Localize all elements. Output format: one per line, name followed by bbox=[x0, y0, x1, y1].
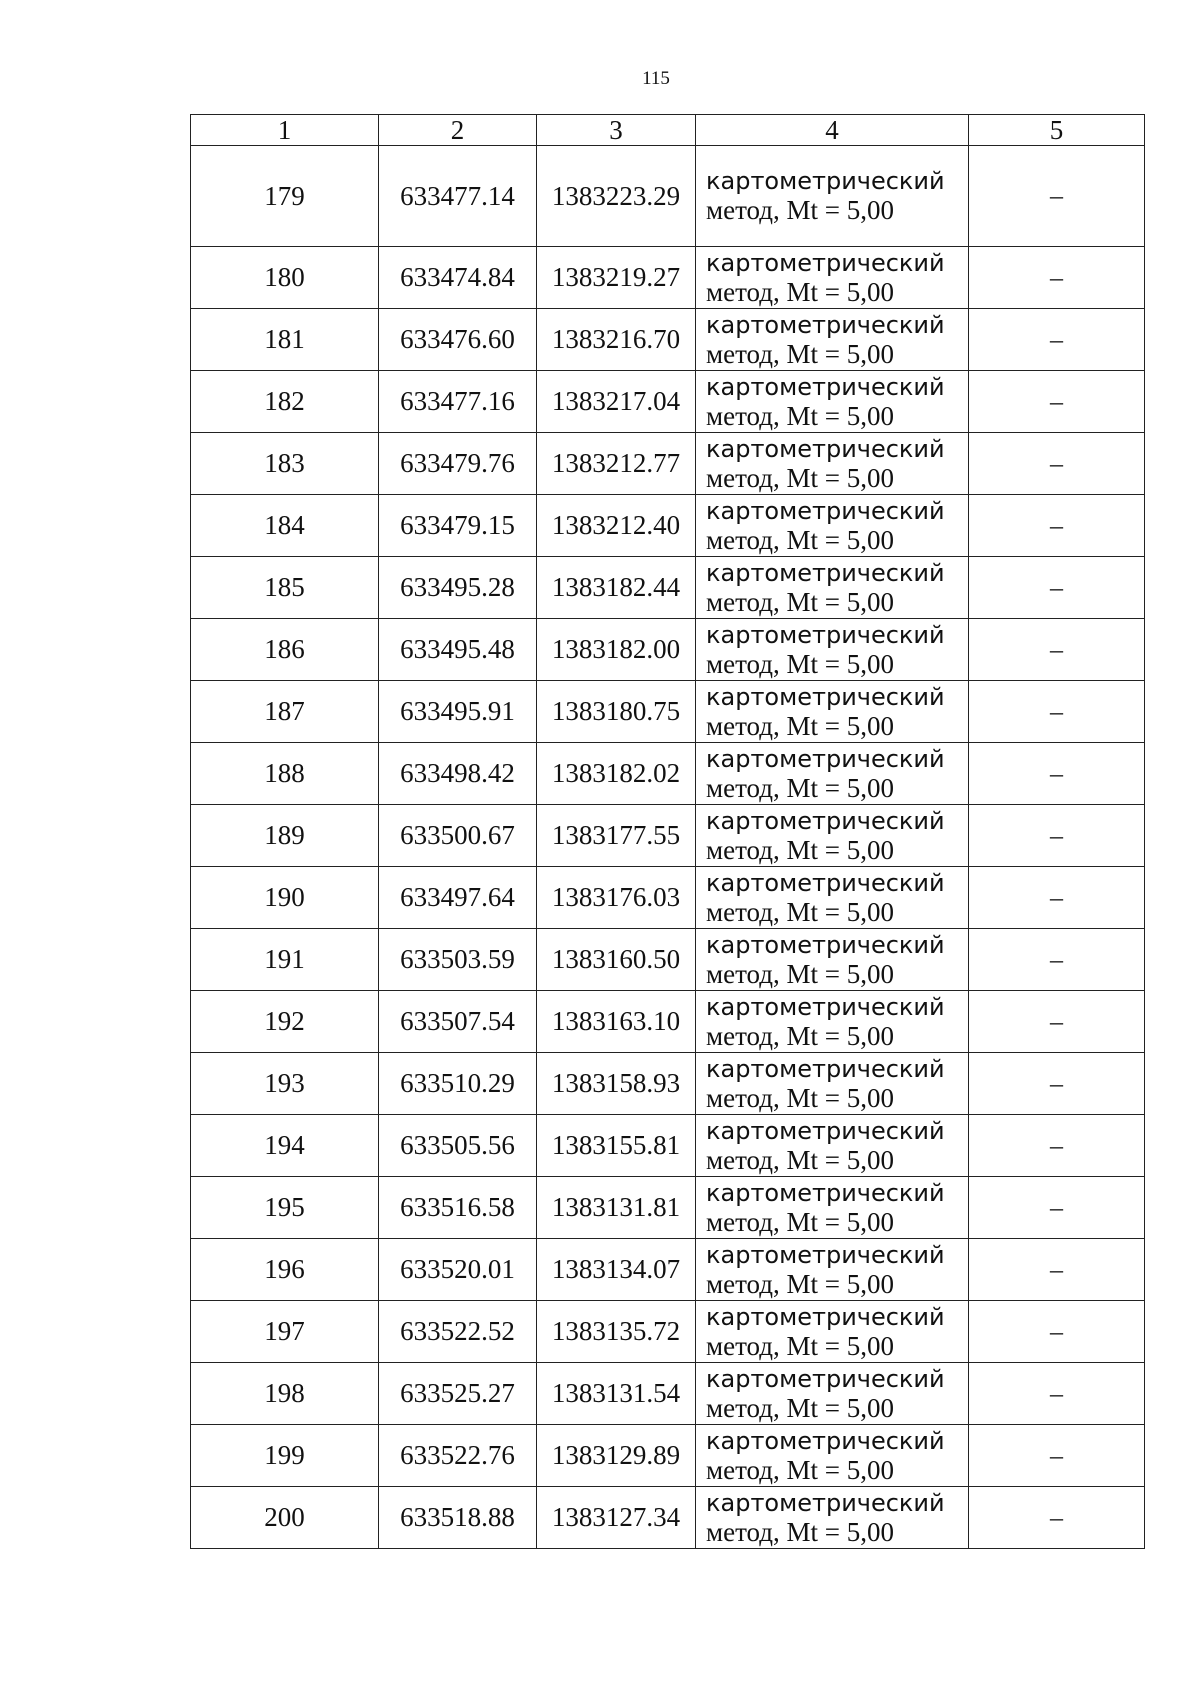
y-coordinate-cell: 1383219.27 bbox=[537, 247, 696, 309]
x-coordinate-cell: 633479.15 bbox=[379, 495, 537, 557]
method-text: картометрический bbox=[706, 930, 945, 959]
y-coordinate-cell: 1383127.34 bbox=[537, 1487, 696, 1549]
note-cell: – bbox=[969, 1053, 1145, 1115]
table-row bbox=[191, 247, 1145, 309]
y-coordinate-cell: 1383160.50 bbox=[537, 929, 696, 991]
table-row bbox=[191, 867, 1145, 929]
note-cell: – bbox=[969, 1301, 1145, 1363]
table-row bbox=[191, 1363, 1145, 1425]
x-coordinate-cell: 633498.42 bbox=[379, 743, 537, 805]
y-coordinate-cell: 1383163.10 bbox=[537, 991, 696, 1053]
point-number-cell: 197 bbox=[191, 1301, 379, 1363]
x-coordinate-cell: 633522.52 bbox=[379, 1301, 537, 1363]
x-coordinate-cell: 633520.01 bbox=[379, 1239, 537, 1301]
y-coordinate-cell: 1383182.00 bbox=[537, 619, 696, 681]
page-number: 115 bbox=[642, 68, 670, 89]
table-row bbox=[191, 309, 1145, 371]
table-row bbox=[191, 1425, 1145, 1487]
point-number-cell: 193 bbox=[191, 1053, 379, 1115]
method-text: картометрический bbox=[706, 682, 945, 711]
method-text: картометрический bbox=[706, 1488, 945, 1517]
table-row bbox=[191, 433, 1145, 495]
coordinates-table bbox=[190, 114, 1145, 1549]
table-row bbox=[191, 619, 1145, 681]
method-text: картометрический bbox=[706, 167, 945, 195]
y-coordinate-cell: 1383182.44 bbox=[537, 557, 696, 619]
point-number-cell: 199 bbox=[191, 1425, 379, 1487]
table-body bbox=[191, 146, 1145, 1549]
note-cell: – bbox=[969, 867, 1145, 929]
method-cell bbox=[696, 991, 969, 1053]
accuracy-text: метод, Mt = 5,00 bbox=[706, 1516, 894, 1547]
method-text: картометрический bbox=[706, 1302, 945, 1331]
accuracy-text: метод, Mt = 5,00 bbox=[706, 648, 894, 679]
point-number-cell: 192 bbox=[191, 991, 379, 1053]
method-cell bbox=[696, 371, 969, 433]
table-row bbox=[191, 1177, 1145, 1239]
point-number-cell: 181 bbox=[191, 309, 379, 371]
method-cell bbox=[696, 247, 969, 309]
point-number-cell: 196 bbox=[191, 1239, 379, 1301]
point-number-cell: 185 bbox=[191, 557, 379, 619]
x-coordinate-cell: 633522.76 bbox=[379, 1425, 537, 1487]
method-text: картометрический bbox=[706, 558, 945, 587]
header-cell: 1 bbox=[191, 115, 379, 146]
y-coordinate-cell: 1383158.93 bbox=[537, 1053, 696, 1115]
note-cell: – bbox=[969, 929, 1145, 991]
method-text: картометрический bbox=[706, 1178, 945, 1207]
accuracy-text: метод, Mt = 5,00 bbox=[706, 958, 894, 989]
header-cell: 2 bbox=[379, 115, 537, 146]
method-cell bbox=[696, 1425, 969, 1487]
accuracy-text: метод, Mt = 5,00 bbox=[706, 1268, 894, 1299]
x-coordinate-cell: 633495.91 bbox=[379, 681, 537, 743]
accuracy-text: метод, Mt = 5,00 bbox=[706, 1330, 894, 1361]
method-text: картометрический bbox=[706, 620, 945, 649]
point-number-cell: 200 bbox=[191, 1487, 379, 1549]
accuracy-text: метод, Mt = 5,00 bbox=[706, 1020, 894, 1051]
x-coordinate-cell: 633477.16 bbox=[379, 371, 537, 433]
table-row bbox=[191, 1301, 1145, 1363]
note-cell: – bbox=[969, 309, 1145, 371]
point-number-cell: 188 bbox=[191, 743, 379, 805]
method-text: картометрический bbox=[706, 1054, 945, 1083]
accuracy-text: метод, Mt = 5,00 bbox=[706, 896, 894, 927]
y-coordinate-cell: 1383216.70 bbox=[537, 309, 696, 371]
table-row bbox=[191, 805, 1145, 867]
header-cell: 5 bbox=[969, 115, 1145, 146]
method-cell bbox=[696, 619, 969, 681]
method-text: картометрический bbox=[706, 1240, 945, 1269]
method-text: картометрический bbox=[706, 1364, 945, 1393]
method-cell bbox=[696, 1363, 969, 1425]
note-cell: – bbox=[969, 1177, 1145, 1239]
note-cell: – bbox=[969, 495, 1145, 557]
method-text: картометрический bbox=[706, 992, 945, 1021]
accuracy-text: метод, Mt = 5,00 bbox=[706, 834, 894, 865]
y-coordinate-cell: 1383223.29 bbox=[537, 146, 696, 247]
x-coordinate-cell: 633479.76 bbox=[379, 433, 537, 495]
method-cell bbox=[696, 929, 969, 991]
y-coordinate-cell: 1383182.02 bbox=[537, 743, 696, 805]
method-cell bbox=[696, 805, 969, 867]
accuracy-text: метод, Mt = 5,00 bbox=[706, 276, 894, 307]
accuracy-text: метод, Mt = 5,00 bbox=[706, 195, 894, 225]
x-coordinate-cell: 633497.64 bbox=[379, 867, 537, 929]
method-cell bbox=[696, 557, 969, 619]
y-coordinate-cell: 1383135.72 bbox=[537, 1301, 696, 1363]
x-coordinate-cell: 633505.56 bbox=[379, 1115, 537, 1177]
method-text: картометрический bbox=[706, 744, 945, 773]
x-coordinate-cell: 633518.88 bbox=[379, 1487, 537, 1549]
method-cell bbox=[696, 1487, 969, 1549]
method-cell bbox=[696, 1177, 969, 1239]
method-cell bbox=[696, 1239, 969, 1301]
method-text: картометрический bbox=[706, 434, 945, 463]
table-row bbox=[191, 1115, 1145, 1177]
table-row bbox=[191, 991, 1145, 1053]
y-coordinate-cell: 1383212.77 bbox=[537, 433, 696, 495]
table-row bbox=[191, 1239, 1145, 1301]
accuracy-text: метод, Mt = 5,00 bbox=[706, 586, 894, 617]
note-cell: – bbox=[969, 247, 1145, 309]
x-coordinate-cell: 633474.84 bbox=[379, 247, 537, 309]
method-cell bbox=[696, 1115, 969, 1177]
method-cell bbox=[696, 743, 969, 805]
note-cell: – bbox=[969, 433, 1145, 495]
table-row bbox=[191, 681, 1145, 743]
accuracy-text: метод, Mt = 5,00 bbox=[706, 400, 894, 431]
note-cell: – bbox=[969, 743, 1145, 805]
table-row bbox=[191, 743, 1145, 805]
method-text: картометрический bbox=[706, 248, 945, 277]
note-cell: – bbox=[969, 371, 1145, 433]
x-coordinate-cell: 633500.67 bbox=[379, 805, 537, 867]
point-number-cell: 182 bbox=[191, 371, 379, 433]
note-cell: – bbox=[969, 1425, 1145, 1487]
point-number-cell: 190 bbox=[191, 867, 379, 929]
method-cell bbox=[696, 1301, 969, 1363]
y-coordinate-cell: 1383212.40 bbox=[537, 495, 696, 557]
y-coordinate-cell: 1383177.55 bbox=[537, 805, 696, 867]
accuracy-text: метод, Mt = 5,00 bbox=[706, 710, 894, 741]
method-cell bbox=[696, 867, 969, 929]
note-cell: – bbox=[969, 805, 1145, 867]
point-number-cell: 198 bbox=[191, 1363, 379, 1425]
note-cell: – bbox=[969, 681, 1145, 743]
accuracy-text: метод, Mt = 5,00 bbox=[706, 1206, 894, 1237]
x-coordinate-cell: 633495.28 bbox=[379, 557, 537, 619]
accuracy-text: метод, Mt = 5,00 bbox=[706, 338, 894, 369]
x-coordinate-cell: 633495.48 bbox=[379, 619, 537, 681]
accuracy-text: метод, Mt = 5,00 bbox=[706, 772, 894, 803]
point-number-cell: 187 bbox=[191, 681, 379, 743]
table-row bbox=[191, 1053, 1145, 1115]
method-cell bbox=[696, 146, 969, 247]
point-number-cell: 195 bbox=[191, 1177, 379, 1239]
header-row bbox=[191, 115, 1145, 146]
y-coordinate-cell: 1383131.81 bbox=[537, 1177, 696, 1239]
x-coordinate-cell: 633477.14 bbox=[379, 146, 537, 247]
table-row bbox=[191, 1487, 1145, 1549]
point-number-cell: 194 bbox=[191, 1115, 379, 1177]
y-coordinate-cell: 1383129.89 bbox=[537, 1425, 696, 1487]
x-coordinate-cell: 633510.29 bbox=[379, 1053, 537, 1115]
y-coordinate-cell: 1383155.81 bbox=[537, 1115, 696, 1177]
method-text: картометрический bbox=[706, 372, 945, 401]
y-coordinate-cell: 1383217.04 bbox=[537, 371, 696, 433]
x-coordinate-cell: 633503.59 bbox=[379, 929, 537, 991]
point-number-cell: 184 bbox=[191, 495, 379, 557]
table-row bbox=[191, 371, 1145, 433]
note-cell: – bbox=[969, 619, 1145, 681]
note-cell: – bbox=[969, 557, 1145, 619]
point-number-cell: 189 bbox=[191, 805, 379, 867]
accuracy-text: метод, Mt = 5,00 bbox=[706, 462, 894, 493]
note-cell: – bbox=[969, 991, 1145, 1053]
x-coordinate-cell: 633476.60 bbox=[379, 309, 537, 371]
header-cell: 3 bbox=[537, 115, 696, 146]
accuracy-text: метод, Mt = 5,00 bbox=[706, 524, 894, 555]
table-row bbox=[191, 557, 1145, 619]
method-cell bbox=[696, 433, 969, 495]
point-number-cell: 180 bbox=[191, 247, 379, 309]
x-coordinate-cell: 633516.58 bbox=[379, 1177, 537, 1239]
method-text: картометрический bbox=[706, 310, 945, 339]
note-cell: – bbox=[969, 1487, 1145, 1549]
method-text: картометрический bbox=[706, 1116, 945, 1145]
accuracy-text: метод, Mt = 5,00 bbox=[706, 1144, 894, 1175]
note-cell: – bbox=[969, 146, 1145, 247]
y-coordinate-cell: 1383134.07 bbox=[537, 1239, 696, 1301]
accuracy-text: метод, Mt = 5,00 bbox=[706, 1392, 894, 1423]
method-text: картометрический bbox=[706, 1426, 945, 1455]
method-cell bbox=[696, 681, 969, 743]
method-text: картометрический bbox=[706, 806, 945, 835]
header-cell: 4 bbox=[696, 115, 969, 146]
table-row bbox=[191, 929, 1145, 991]
method-text: картометрический bbox=[706, 496, 945, 525]
note-cell: – bbox=[969, 1115, 1145, 1177]
point-number-cell: 191 bbox=[191, 929, 379, 991]
x-coordinate-cell: 633507.54 bbox=[379, 991, 537, 1053]
table-row bbox=[191, 146, 1145, 247]
point-number-cell: 186 bbox=[191, 619, 379, 681]
accuracy-text: метод, Mt = 5,00 bbox=[706, 1454, 894, 1485]
x-coordinate-cell: 633525.27 bbox=[379, 1363, 537, 1425]
y-coordinate-cell: 1383176.03 bbox=[537, 867, 696, 929]
method-cell bbox=[696, 309, 969, 371]
accuracy-text: метод, Mt = 5,00 bbox=[706, 1082, 894, 1113]
method-cell bbox=[696, 1053, 969, 1115]
table-row bbox=[191, 495, 1145, 557]
note-cell: – bbox=[969, 1363, 1145, 1425]
note-cell: – bbox=[969, 1239, 1145, 1301]
method-cell bbox=[696, 495, 969, 557]
y-coordinate-cell: 1383131.54 bbox=[537, 1363, 696, 1425]
point-number-cell: 183 bbox=[191, 433, 379, 495]
point-number-cell: 179 bbox=[191, 146, 379, 247]
y-coordinate-cell: 1383180.75 bbox=[537, 681, 696, 743]
method-text: картометрический bbox=[706, 868, 945, 897]
